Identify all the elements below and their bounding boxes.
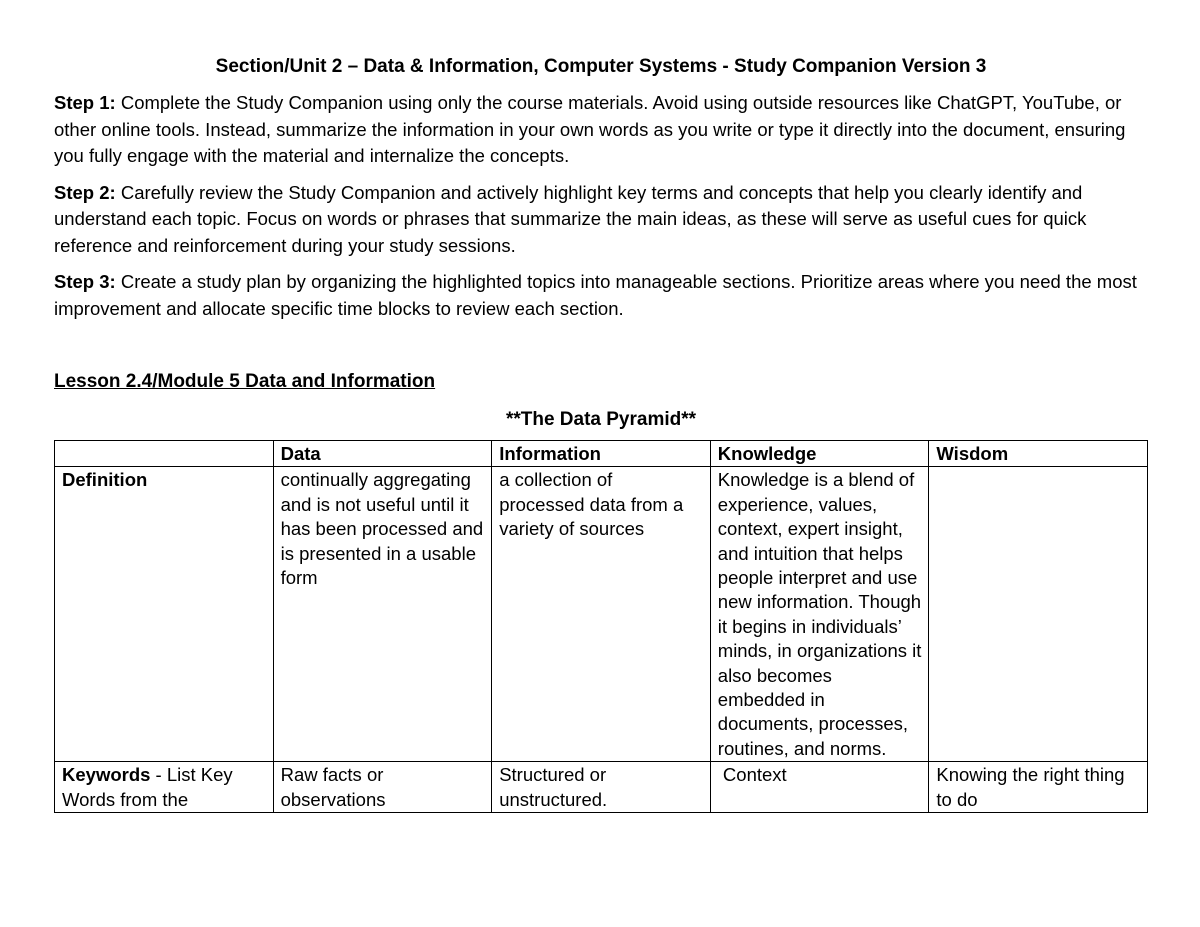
header-cell-knowledge: Knowledge	[710, 441, 929, 467]
step-3-text: Create a study plan by organizing the highlighted topics into manageable sections. Prioritize areas where you need the most improvement and allocate specific time blocks to review each section.	[54, 271, 1137, 319]
document-page	[54, 54, 1148, 813]
step-1-paragraph	[54, 90, 1148, 170]
step-1-text: Complete the Study Companion using only the course materials. Avoid using outside resources like ChatGPT, YouTube, or other online tools. Instead, summarize the information in your own words as you write or type it directly into the document, ensuring you fully engage with the material and internalize the concepts.	[54, 92, 1126, 166]
header-cell-information: Information	[492, 441, 711, 467]
definition-information-cell: a collection of processed data from a variety of sources	[492, 467, 711, 762]
keywords-data-cell: Raw facts or observations	[273, 762, 492, 813]
row-label-cell	[55, 467, 274, 762]
row-label-keywords: Keywords	[62, 764, 151, 786]
table-row	[55, 467, 1148, 762]
step-2-text: Carefully review the Study Companion and actively highlight key terms and concepts that help you clearly identify and understand each topic. Focus on words or phrases that summarize the main ideas, as these will serve as useful cues for quick reference and reinforcement during your study sessions.	[54, 181, 1087, 256]
keywords-knowledge-cell: Context	[710, 762, 929, 813]
definition-data-cell: continually aggregating and is not useful until it has been processed and is presented in a usable form	[273, 467, 492, 762]
header-cell-data: Data	[273, 441, 492, 467]
header-cell-empty	[55, 441, 274, 467]
definition-knowledge-cell: Knowledge is a blend of experience, values, context, expert insight, and intuition that helps people interpret and use new information. Though it begins in individuals’ minds, in organizations it also becomes embedded in documents, processes, routines, and norms.	[710, 467, 929, 762]
row-label-cell	[55, 762, 274, 813]
document-title: Section/Unit 2 – Data & Information, Computer Systems - Study Companion Version 3	[215, 56, 987, 77]
step-2-label: Step 2:	[54, 181, 116, 203]
keywords-wisdom-cell: Knowing the right thing to do	[929, 762, 1148, 813]
row-label-suffix: - List Key Words from the	[62, 764, 233, 810]
row-label-definition: Definition	[62, 469, 148, 491]
header-cell-wisdom: Wisdom	[929, 441, 1148, 467]
step-3-paragraph	[54, 269, 1148, 322]
table-caption: **The Data Pyramid**	[505, 409, 697, 430]
table-header-row	[55, 441, 1148, 467]
data-pyramid-table	[54, 440, 1148, 813]
step-3-label: Step 3:	[54, 271, 116, 292]
lesson-heading: Lesson 2.4/Module 5 Data and Information	[54, 371, 436, 392]
step-1-label: Step 1:	[54, 92, 116, 113]
keywords-information-cell: Structured or unstructured.	[492, 762, 711, 813]
definition-wisdom-cell	[929, 467, 1148, 762]
table-row	[55, 762, 1148, 813]
step-2-paragraph	[54, 180, 1148, 260]
